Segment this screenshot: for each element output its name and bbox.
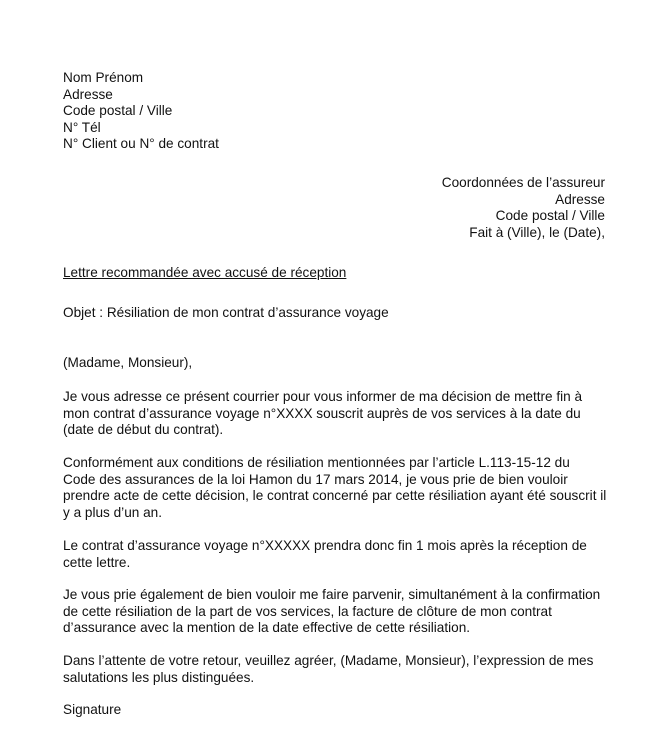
sender-block — [63, 70, 608, 153]
paragraph-5 — [63, 653, 608, 686]
paragraph-line: de cette résiliation de la part de vos services, la facture de clôture de mon contrat — [63, 603, 552, 619]
recipient-postal-city: Code postal / Ville — [495, 208, 605, 224]
sender-client-number: N° Client ou N° de contrat — [63, 136, 219, 152]
paragraph-3 — [63, 538, 608, 571]
paragraph-4 — [63, 587, 608, 637]
paragraph-line: Conformément aux conditions de résiliation mentionnées par l’article L.113-15-12 du — [63, 455, 570, 470]
paragraph-line: y a plus d’un an. — [63, 504, 162, 520]
paragraph-line: Le contrat d’assurance voyage n°XXXXX prendra donc fin 1 mois après la réception de — [63, 538, 587, 553]
paragraph-line: d’assurance avec la mention de la date effective de cette résiliation. — [63, 620, 471, 636]
subject-text: Objet : Résiliation de mon contrat d’assurance voyage — [63, 305, 389, 320]
place-date: Fait à (Ville), le (Date), — [469, 224, 605, 240]
paragraph-line: Je vous adresse ce présent courrier pour vous informer de ma décision de mettre fin à — [63, 389, 583, 404]
sender-address: Adresse — [63, 86, 113, 102]
signature-text: Signature — [63, 702, 122, 717]
paragraph-line: Code des assurances de la loi Hamon du 17 mars 2014, je vous prie de bien vouloir — [63, 471, 568, 487]
recipient-block — [442, 175, 605, 241]
paragraph-line: Je vous prie également de bien vouloir me faire parvenir, simultanément à la confirmation — [63, 587, 601, 602]
signature-line — [63, 702, 608, 719]
salutation — [63, 355, 608, 372]
paragraph-line: Dans l’attente de votre retour, veuillez agréer, (Madame, Monsieur), l’expression de mes — [63, 653, 594, 668]
subject-line — [63, 305, 608, 322]
paragraph-line: salutations les plus distinguées. — [63, 669, 255, 685]
paragraph-line: cette lettre. — [63, 554, 131, 570]
sender-name: Nom Prénom — [63, 70, 144, 85]
sender-postal-city: Code postal / Ville — [63, 103, 173, 119]
recipient-insurer: Coordonnées de l’assureur — [441, 175, 605, 190]
paragraph-line: prendre acte de cette décision, le contrat concerné par cette résiliation ayant été souscrit il — [63, 488, 607, 504]
salutation-text: (Madame, Monsieur), — [63, 355, 193, 370]
recipient-address: Adresse — [555, 191, 605, 207]
paragraph-line: mon contrat d’assurance voyage n°XXXX souscrit auprès de vos services à la date du — [63, 405, 581, 421]
paragraph-1 — [63, 389, 608, 439]
paragraph-line: (date de début du contrat). — [63, 422, 224, 438]
registered-mail-text: Lettre recommandée avec accusé de réception — [63, 265, 347, 280]
paragraph-2 — [63, 455, 608, 521]
sender-phone: N° Tél — [63, 119, 101, 135]
registered-mail-line — [63, 265, 608, 282]
